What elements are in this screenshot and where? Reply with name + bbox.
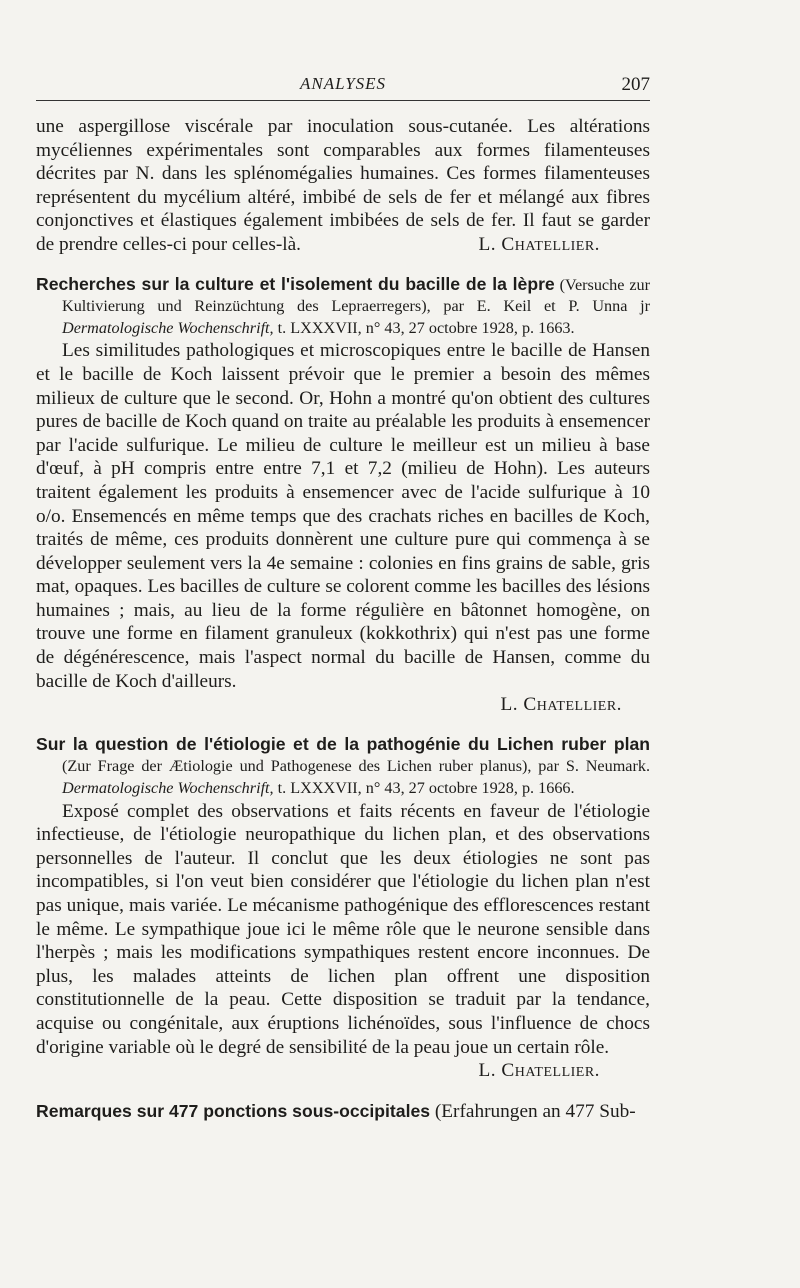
article-title: Recherches sur la culture et l'isolement du bacille de la lèpre (36, 273, 555, 294)
page-number: 207 (621, 74, 650, 95)
article-citation (36, 1100, 650, 1124)
article-lichen (36, 734, 650, 1083)
article-body: Exposé complet des observations et faits récents en faveur de l'étiologie infectieuse, de l'étiologie neuropathique du lichen plan, et des observations personnelles de l'auteur. Il conclut que les deux étiologies ne sont pas incompatibles, si l'on veut bien considérer que l'étiologie du lichen plan n'est pas unique, mais variée. Le mécanisme pathogénique des efflorescences restant le même. Le sympathique joue ici le même rôle que le neurone sensible dans l'herpès ; mais les modifications sympathiques restent encore inconnues. De plus, les malades atteints de lichen plan offrent une disposition constitutionnelle de la peau. Cette disposition se traduit par la tendance, acquise ou congénitale, aux éruptions lichénoïdes, sous l'influence de chocs d'origine variable où le degré de sensibilité de la peau joue un certain rôle. (36, 800, 650, 1058)
article-citation (36, 274, 650, 340)
journal-name: Dermatologische Wochenschrift, (62, 779, 274, 798)
article-body: Les similitudes pathologiques et microscopiques entre le bacille de Hansen et le bacille de Koch laissent prévoir que le premier a besoin des mêmes milieux de culture que le second. Or, Hohn a montré qu'on obtient des cultures pures de bacille de Koch quand on traite au préalable les produits à ensemencer par l'acide sulfurique. Le milieu de culture le meilleur est un milieu à base d'œuf, à pH compris entre entre 7,1 et 7,2 (milieu de Hohn). Les auteurs traitent également les produits à ensemencer avec de l'acide sulfurique à 10 o/o. Ensemencés en même temps que des crachats riches en bacilles de Koch, traités de même, ces produits donnèrent une culture pure qui commença à se développer seulement vers la 4e semaine : colonies en fins grains de sable, gris mat, opaques. Les bacilles de culture se colorent comme les bacilles des lésions humaines ; mais, au lieu de la forme régulière en bâtonnet homogène, on trouve une forme en filament granuleux (kokkothrix) qui n'est pas une forme de dégénérescence, mais l'aspect normal du bacille de Hansen, comme du bacille de Koch d'ailleurs. (36, 340, 650, 692)
article-signature: L. Chatellier. (478, 1060, 600, 1082)
citation-authors: (Zur Frage der Ætiologie und Pathogenese des Lichen ruber planus), par S. Neumark. (62, 757, 650, 776)
citation-reference: t. LXXXVII, n° 43, 27 octobre 1928, p. 1663. (277, 318, 575, 337)
citation-reference: t. LXXXVII, n° 43, 27 octobre 1928, p. 1666. (277, 779, 575, 798)
page-body (36, 115, 650, 1123)
article-lepre (36, 274, 650, 717)
article-citation (36, 734, 650, 800)
running-title: ANALYSES (299, 74, 387, 93)
citation-authors: (Erfahrungen an 477 Sub- (434, 1100, 636, 1122)
article-signature: L. Chatellier. (500, 694, 622, 716)
article-title: Sur la question de l'étiologie et de la pathogénie du Lichen ruber plan (36, 733, 650, 754)
article-ponctions (36, 1100, 650, 1124)
article-title: Remarques sur 477 ponctions sous-occipitales (36, 1100, 431, 1121)
intro-signature: L. Chatellier. (478, 233, 600, 255)
citation-authors: (Versuche zur Kultivierung und Reinzüchtung des Lepraerregers), par E. Keil et P. Unna jr (62, 275, 650, 316)
intro-paragraph: une aspergillose viscérale par inoculation sous-cutanée. Les altérations mycéliennes expérimentales sont comparables aux formes filamenteuses décrites par N. dans les splénomégalies humaines. Ces formes filamenteuses représentent du mycélium altéré, imbibé de sels de fer et mélangé aux fibres conjonctives et élastiques également imbibées de sels de fer. Il faut se garder de prendre celles-ci pour celles-là. (36, 116, 650, 255)
journal-name: Dermatologische Wochenschrift, (62, 318, 274, 337)
page-header (36, 74, 650, 101)
